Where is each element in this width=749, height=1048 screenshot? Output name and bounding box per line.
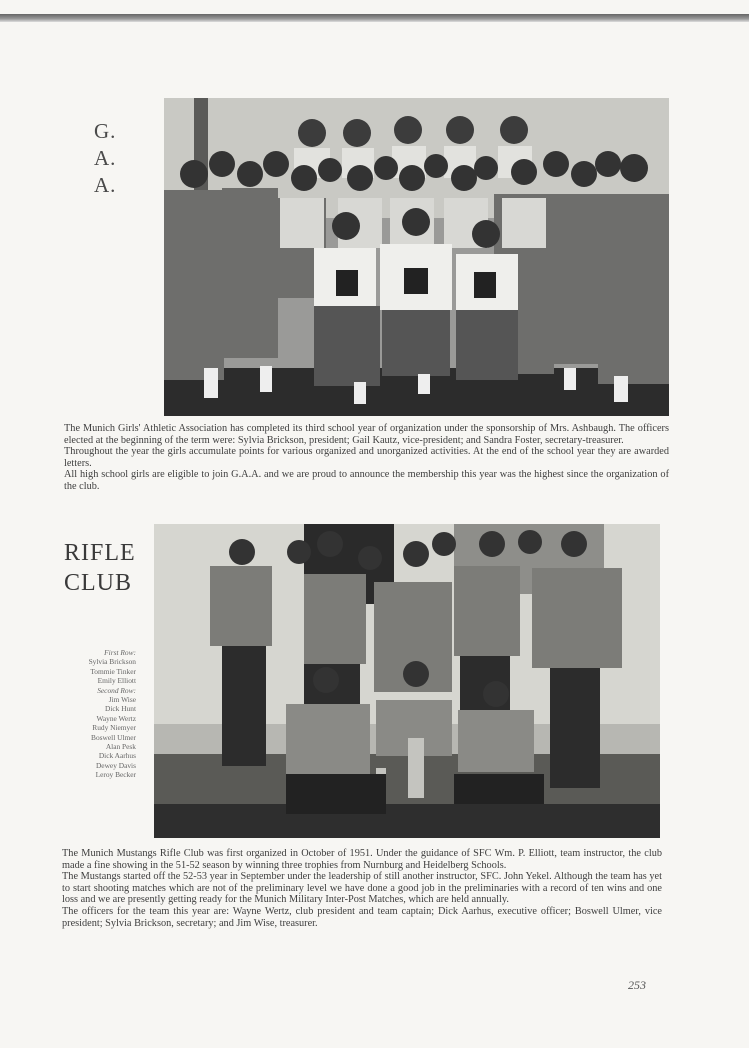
member-name: Leroy Becker	[95, 770, 136, 780]
rifle-club-description	[62, 848, 662, 929]
member-name: Wayne Wertz	[96, 713, 136, 723]
member-name: Rudy Niemyer	[92, 723, 136, 733]
rifle-title-line: RIFLE	[64, 540, 136, 566]
rifle-paragraph: The officers for the team this year are: Wayne Wertz, club president and team captain; Dick Aarhus, executive officer; Boswell Ulmer, vice president; Sylvia Brickson, secretary; and Jim Wise, treasurer.	[62, 905, 662, 929]
member-name: Sylvia Brickson	[88, 657, 136, 667]
rifle-club-section-title	[64, 538, 136, 598]
gaa-group-photo	[164, 98, 669, 416]
member-name: Emily Elliott	[97, 676, 136, 686]
rifle-club-group-photo	[154, 524, 660, 838]
gaa-paragraph: All high school girls are eligible to join G.A.A. and we are proud to announce the membership this year was the highest since the organization of the club.	[64, 469, 669, 492]
member-name: Dick Hunt	[105, 704, 136, 714]
member-name: Alan Pesk	[105, 741, 136, 751]
second-row-label: Second Row:	[97, 685, 136, 695]
gaa-title-line: A.	[94, 146, 117, 170]
member-name: Dewey Davis	[95, 760, 136, 770]
page-number: 253	[628, 978, 646, 992]
gaa-title-line: A.	[94, 173, 117, 197]
rifle-paragraph: The Mustangs started off the 52-53 year in September under the leadership of still another instructor, SFC. John Yekel. Although the team has yet to start shooting matches which are not of the preliminary level we have done a good job in the preliminaries with a record of ten wins and one loss and we are presently getting ready for the Munich Military Inter-Post Matches, which are held annually.	[62, 871, 662, 906]
gaa-section-title	[94, 118, 134, 199]
member-name: Boswell Ulmer	[91, 732, 136, 742]
first-row-label: First Row:	[104, 648, 136, 657]
gaa-paragraph: Throughout the year the girls accumulate points for various organized and unorganized activities. At the end of the school year they are awarded letters.	[64, 446, 669, 469]
member-name: Jim Wise	[108, 694, 136, 704]
rifle-title-line: CLUB	[64, 570, 133, 596]
gaa-paragraph: The Munich Girls' Athletic Association has completed its third school year of organization under the sponsorship of Mrs. Ashbaugh. The officers elected at the beginning of the term were: Sylvia Brickson, president; Gail Kautz, vice-president; and Sandra Foster, secretary-treasurer.	[64, 423, 669, 446]
rifle-paragraph: The Munich Mustangs Rifle Club was first organized in October of 1951. Under the guidance of SFC Wm. P. Elliott, team instructor, the club made a fine showing in the 51-52 season by winning three trophies from Nurnburg and Heidelberg Schools.	[62, 848, 662, 871]
member-name: Dick Aarhus	[98, 751, 136, 761]
gaa-description	[64, 423, 669, 493]
gaa-title-line: G.	[94, 119, 117, 143]
rifle-member-names	[56, 648, 136, 779]
member-name: Tommie Tinker	[90, 666, 136, 676]
top-border-rule	[0, 14, 749, 22]
